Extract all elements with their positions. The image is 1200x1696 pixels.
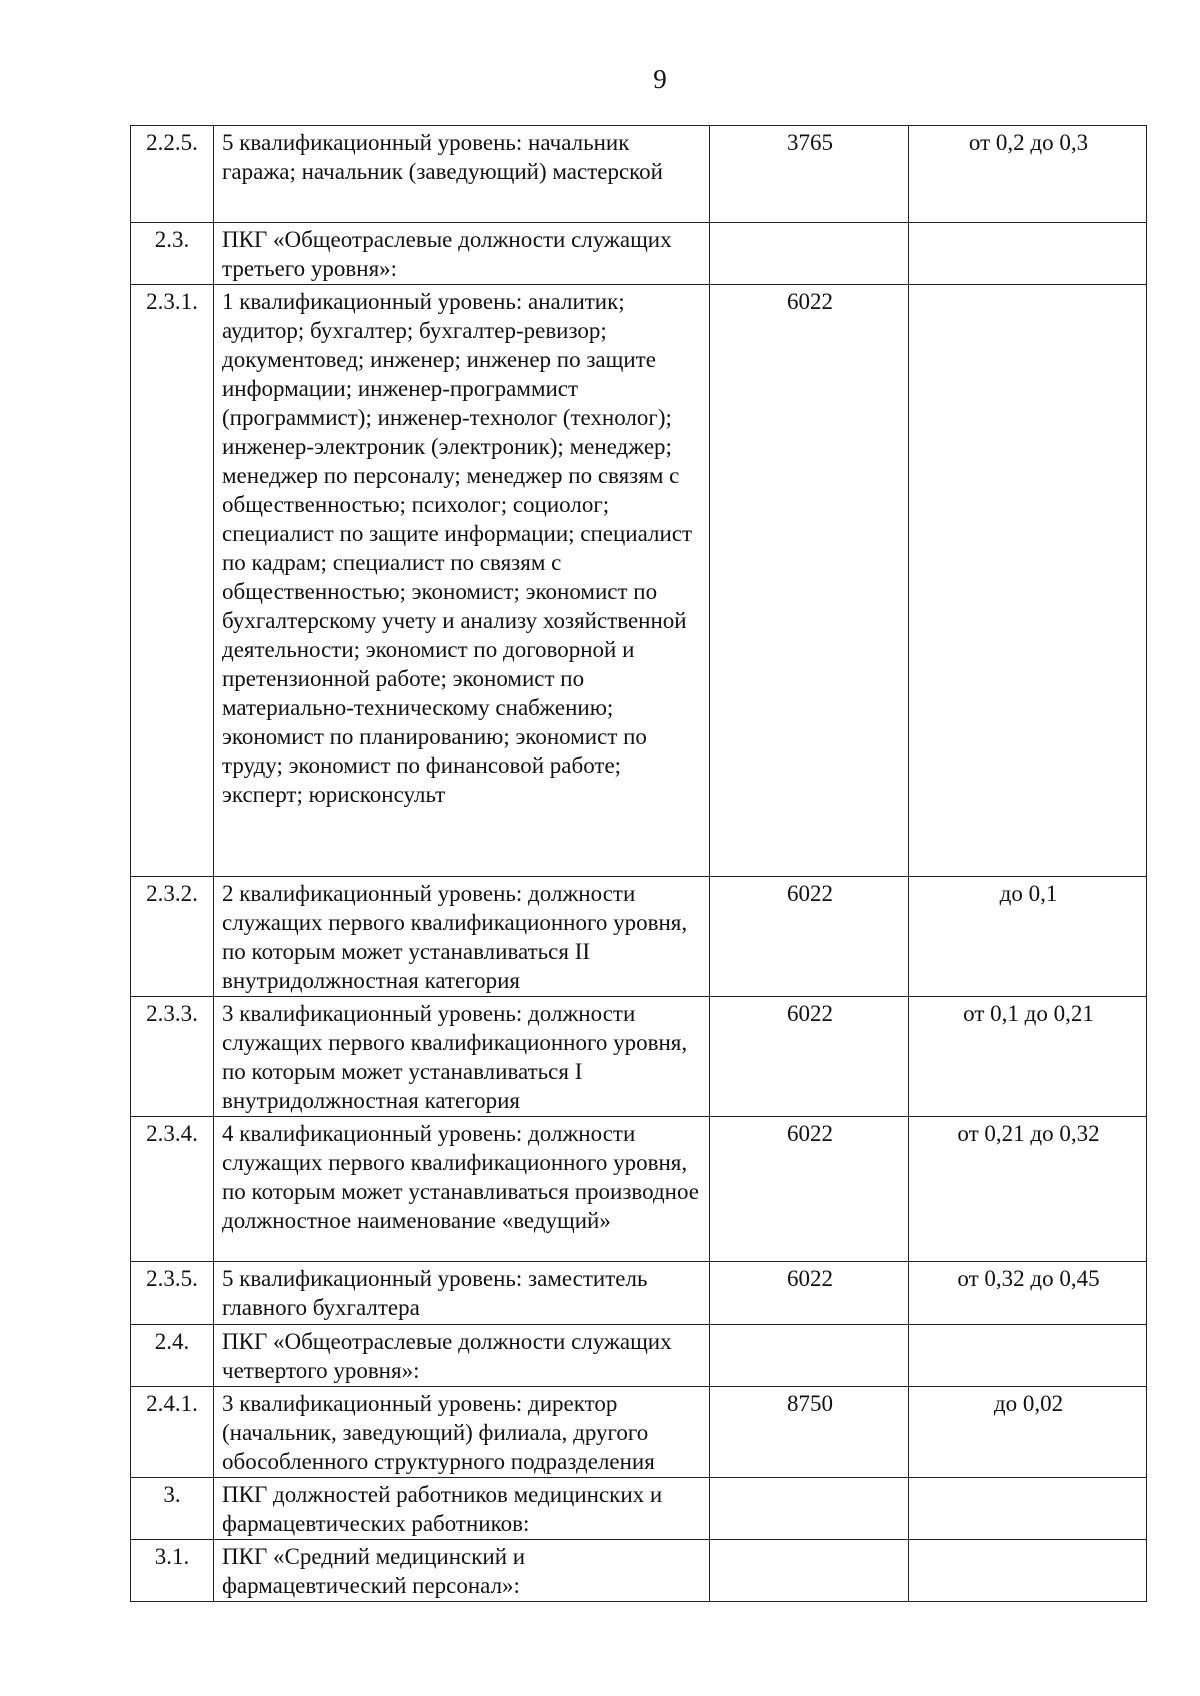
row-salary: 6022 — [710, 1117, 909, 1262]
row-number: 2.3. — [131, 223, 214, 285]
row-description: ПКГ должностей работников медицинских и фармацевтических работников: — [214, 1478, 710, 1540]
row-description: 4 квалификационный уровень: должности служащих первого квалификационного уровня, по которым может устанавливаться производное должностное наименование «ведущий» — [214, 1117, 710, 1262]
table-row — [131, 223, 1147, 285]
row-coefficient — [909, 1325, 1147, 1387]
table-row — [131, 285, 1147, 877]
page-number: 9 — [653, 64, 667, 94]
row-description: 3 квалификационный уровень: директор (начальник, заведующий) филиала, другого обособленного структурного подразделения — [214, 1387, 710, 1478]
row-description: 5 квалификационный уровень: начальник гаража; начальник (заведующий) мастерской — [214, 126, 710, 223]
table-row — [131, 1117, 1147, 1262]
table-row — [131, 126, 1147, 223]
row-coefficient: до 0,02 — [909, 1387, 1147, 1478]
row-coefficient — [909, 223, 1147, 285]
row-salary — [710, 1478, 909, 1540]
row-number: 2.3.5. — [131, 1262, 214, 1325]
row-coefficient: от 0,21 до 0,32 — [909, 1117, 1147, 1262]
table-row — [131, 1262, 1147, 1325]
table-row — [131, 877, 1147, 997]
row-number: 2.3.3. — [131, 997, 214, 1117]
salary-table — [130, 125, 1147, 1602]
row-number: 2.3.2. — [131, 877, 214, 997]
row-description: 2 квалификационный уровень: должности служащих первого квалификационного уровня, по которым может устанавливаться II внутридолжностная категория — [214, 877, 710, 997]
row-number: 3.1. — [131, 1540, 214, 1602]
row-coefficient — [909, 1540, 1147, 1602]
row-coefficient — [909, 1478, 1147, 1540]
table-row — [131, 1478, 1147, 1540]
row-coefficient — [909, 285, 1147, 877]
row-coefficient: от 0,32 до 0,45 — [909, 1262, 1147, 1325]
row-coefficient: до 0,1 — [909, 877, 1147, 997]
row-salary: 6022 — [710, 1262, 909, 1325]
table-row — [131, 1540, 1147, 1602]
row-description: 5 квалификационный уровень: заместитель главного бухгалтера — [214, 1262, 710, 1325]
row-description: ПКГ «Средний медицинский и фармацевтический персонал»: — [214, 1540, 710, 1602]
row-number: 3. — [131, 1478, 214, 1540]
row-number: 2.4.1. — [131, 1387, 214, 1478]
row-coefficient: от 0,1 до 0,21 — [909, 997, 1147, 1117]
row-number: 2.3.1. — [131, 285, 214, 877]
row-salary: 6022 — [710, 877, 909, 997]
row-description: ПКГ «Общеотраслевые должности служащих четвертого уровня»: — [214, 1325, 710, 1387]
row-salary — [710, 1325, 909, 1387]
row-salary: 8750 — [710, 1387, 909, 1478]
row-number: 2.3.4. — [131, 1117, 214, 1262]
row-salary: 6022 — [710, 997, 909, 1117]
table-row — [131, 1387, 1147, 1478]
row-description: 3 квалификационный уровень: должности служащих первого квалификационного уровня, по которым может устанавливаться I внутридолжностная категория — [214, 997, 710, 1117]
row-number: 2.2.5. — [131, 126, 214, 223]
row-salary — [710, 1540, 909, 1602]
row-description: ПКГ «Общеотраслевые должности служащих третьего уровня»: — [214, 223, 710, 285]
table-row — [131, 997, 1147, 1117]
row-coefficient: от 0,2 до 0,3 — [909, 126, 1147, 223]
row-salary — [710, 223, 909, 285]
row-salary: 3765 — [710, 126, 909, 223]
row-number: 2.4. — [131, 1325, 214, 1387]
table-row — [131, 1325, 1147, 1387]
row-description: 1 квалификационный уровень: аналитик; аудитор; бухгалтер; бухгалтер-ревизор; документовед; инженер; инженер по защите информации; инженер-программист (программист); инженер-технолог (технолог); инженер-электроник (электроник); менеджер; менеджер по персоналу; менеджер по связям с общественностью; психолог; социолог; специалист по защите информации; специалист по кадрам; специалист по связям с общественностью; экономист; экономист по бухгалтерскому учету и анализу хозяйственной деятельности; экономист по договорной и претензионной работе; экономист по материально-техническому снабжению; экономист по планированию; экономист по труду; экономист по финансовой работе; эксперт; юрисконсульт — [214, 285, 710, 877]
row-salary: 6022 — [710, 285, 909, 877]
